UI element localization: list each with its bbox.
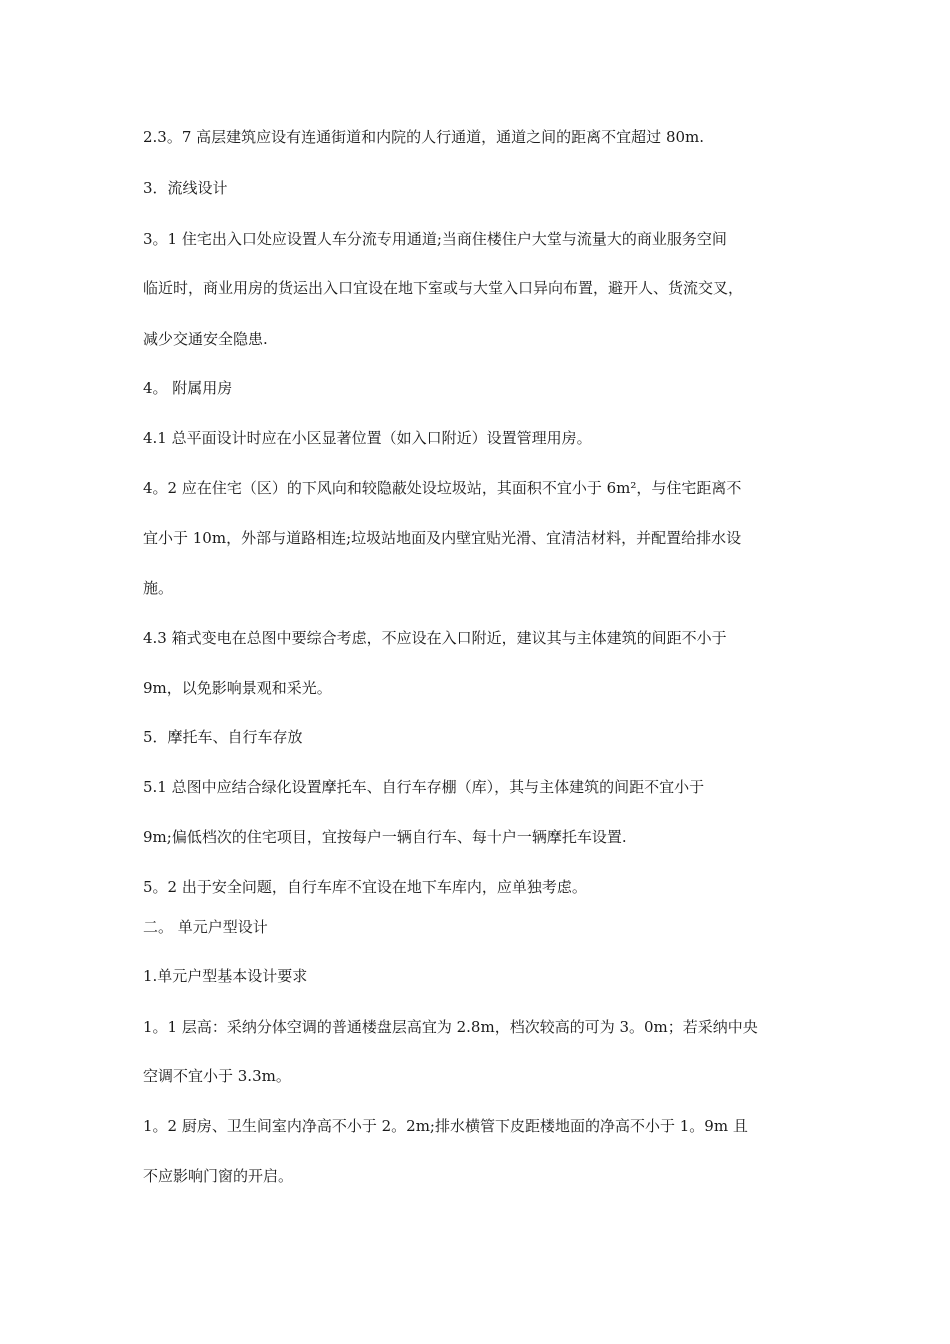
text-line: 4.3 箱式变电在总图中要综合考虑，不应设在入口附近，建议其与主体建筑的间距不小于: [143, 629, 727, 647]
section-heading: 5．摩托车、自行车存放: [143, 728, 303, 746]
text-line: 2.3。7 高层建筑应设有连通街道和内院的人行通道，通道之间的距离不宜超过 80m.: [143, 128, 705, 146]
text-line: 空调不宜小于 3.3m。: [143, 1067, 291, 1085]
text-line: 5.1 总图中应结合绿化设置摩托车、自行车存棚（库），其与主体建筑的间距不宜小于: [143, 778, 705, 796]
section-heading: 1.单元户型基本设计要求: [143, 967, 308, 985]
section-heading: 4。 附属用房: [143, 379, 233, 397]
text-line: 临近时，商业用房的货运出入口宜设在地下室或与大堂入口异向布置，避开人、货流交叉，: [143, 279, 744, 297]
text-line: 4.1 总平面设计时应在小区显著位置（如入口附近）设置管理用房。: [143, 429, 592, 447]
text-line: 3。1 住宅出入口处应设置人车分流专用通道;当商住楼住户大堂与流量大的商业服务空间: [143, 230, 727, 248]
text-line: 宜小于 10m，外部与道路相连;垃圾站地面及内壁宜贴光滑、宜清洁材料，并配置给排水设: [143, 529, 742, 547]
text-line: 减少交通安全隐患.: [143, 330, 268, 348]
text-line: 1。2 厨房、卫生间室内净高不小于 2。2m;排水横管下皮距楼地面的净高不小于 1。9m 且: [143, 1117, 748, 1135]
text-line: 9m;偏低档次的住宅项目，宜按每户一辆自行车、每十户一辆摩托车设置.: [143, 828, 627, 846]
text-line: 施。: [143, 579, 174, 597]
text-line: 9m，以免影响景观和采光。: [143, 679, 332, 697]
text-line: 1。1 层高：采纳分体空调的普通楼盘层高宜为 2.8m，档次较高的可为 3。0m；若采纳中央: [143, 1018, 758, 1036]
section-heading: 3．流线设计: [143, 179, 228, 197]
chapter-heading: 二。 单元户型设计: [143, 918, 268, 936]
text-line: 4。2 应在住宅（区）的下风向和较隐蔽处设垃圾站，其面积不宜小于 6m²，与住宅距离不: [143, 479, 742, 497]
text-line: 5。2 出于安全问题，自行车库不宜设在地下车库内，应单独考虑。: [143, 878, 587, 896]
text-line: 不应影响门窗的开启。: [143, 1167, 294, 1185]
